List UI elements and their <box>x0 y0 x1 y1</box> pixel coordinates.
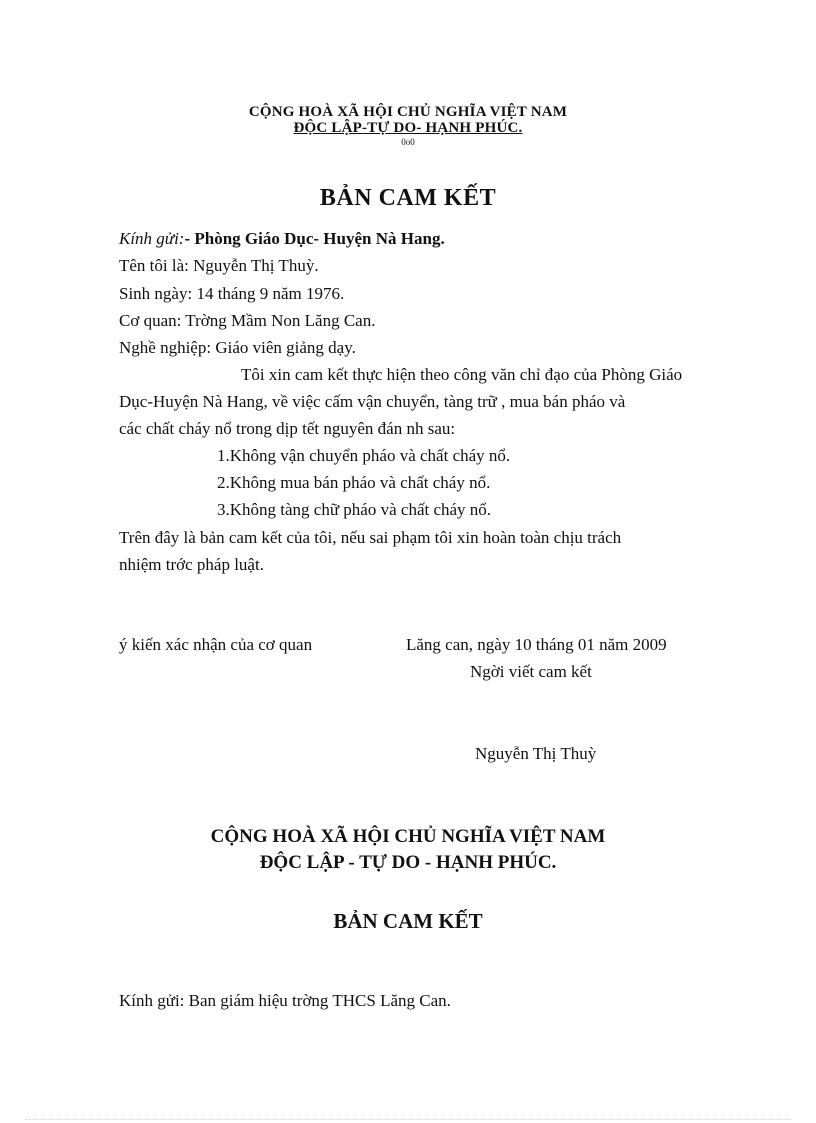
greeting-line-2: Kính gửi: Ban giám hiệu trờng THCS Lăng Can. <box>119 991 451 1010</box>
dob-line: Sinh ngày: 14 tháng 9 năm 1976. <box>119 284 345 303</box>
place-date: Lăng can, ngày 10 tháng 01 năm 2009 <box>406 635 667 654</box>
name-line: Tên tôi là: Nguyễn Thị Thuỳ. <box>119 256 319 275</box>
commitment-paragraph-line-2: Dục-Huyện Nà Hang, về việc cấm vận chuyển, tàng trữ , mua bán pháo và <box>119 392 626 411</box>
motto-line <box>0 120 816 137</box>
closing-line-1: Trên đây là bản cam kết của tôi, nếu sai phạm tôi xin hoàn toàn chịu trách <box>119 528 622 547</box>
page-bottom-dotted-border <box>25 1119 791 1120</box>
commitment-item-3: 3.Không tàng chữ pháo và chất cháy nổ. <box>217 500 492 519</box>
national-header-2: CỘNG HOÀ XÃ HỘI CHỦ NGHĨA VIỆT NAM <box>210 826 606 847</box>
greeting-recipient: - Phòng Giáo Dục- Huyện Nà Hang. <box>184 229 445 248</box>
motto-line-2: ĐỘC LẬP - TỰ DO - HẠNH PHÚC. <box>259 852 557 873</box>
commitment-paragraph-line-1: Tôi xin cam kết thực hiện theo công văn chỉ đạo của Phòng Giáo <box>241 365 683 384</box>
organization-line: Cơ quan: Trờng Mầm Non Lăng Can. <box>119 311 376 330</box>
commitment-paragraph-line-3: các chất cháy nổ trong dịp tết nguyên đán nh sau: <box>119 419 456 438</box>
national-header: CỘNG HOÀ XÃ HỘI CHỦ NGHĨA VIỆT NAM <box>248 104 568 120</box>
document-title: BẢN CAM KẾT <box>319 185 497 211</box>
document-title-2: BẢN CAM KẾT <box>333 909 483 933</box>
greeting-label: Kính gửi: <box>119 229 185 248</box>
header-ornament: 0o0 <box>401 137 415 147</box>
closing-line-2: nhiệm trớc pháp luật. <box>119 555 264 574</box>
commitment-item-2: 2.Không mua bán pháo và chất cháy nổ. <box>217 473 491 492</box>
organization-confirmation-label: ý kiến xác nhận của cơ quan <box>119 635 313 654</box>
greeting-line <box>119 229 445 249</box>
signer-label: Ngời viết cam kết <box>470 662 592 681</box>
occupation-line: Nghề nghiệp: Giáo viên giảng dạy. <box>119 338 356 357</box>
motto-text: ĐỘC LẬP-TỰ DO- HẠNH PHÚC. <box>293 120 523 136</box>
commitment-item-1: 1.Không vận chuyển pháo và chất cháy nổ. <box>217 446 511 465</box>
signer-name: Nguyễn Thị Thuỳ <box>475 744 597 763</box>
